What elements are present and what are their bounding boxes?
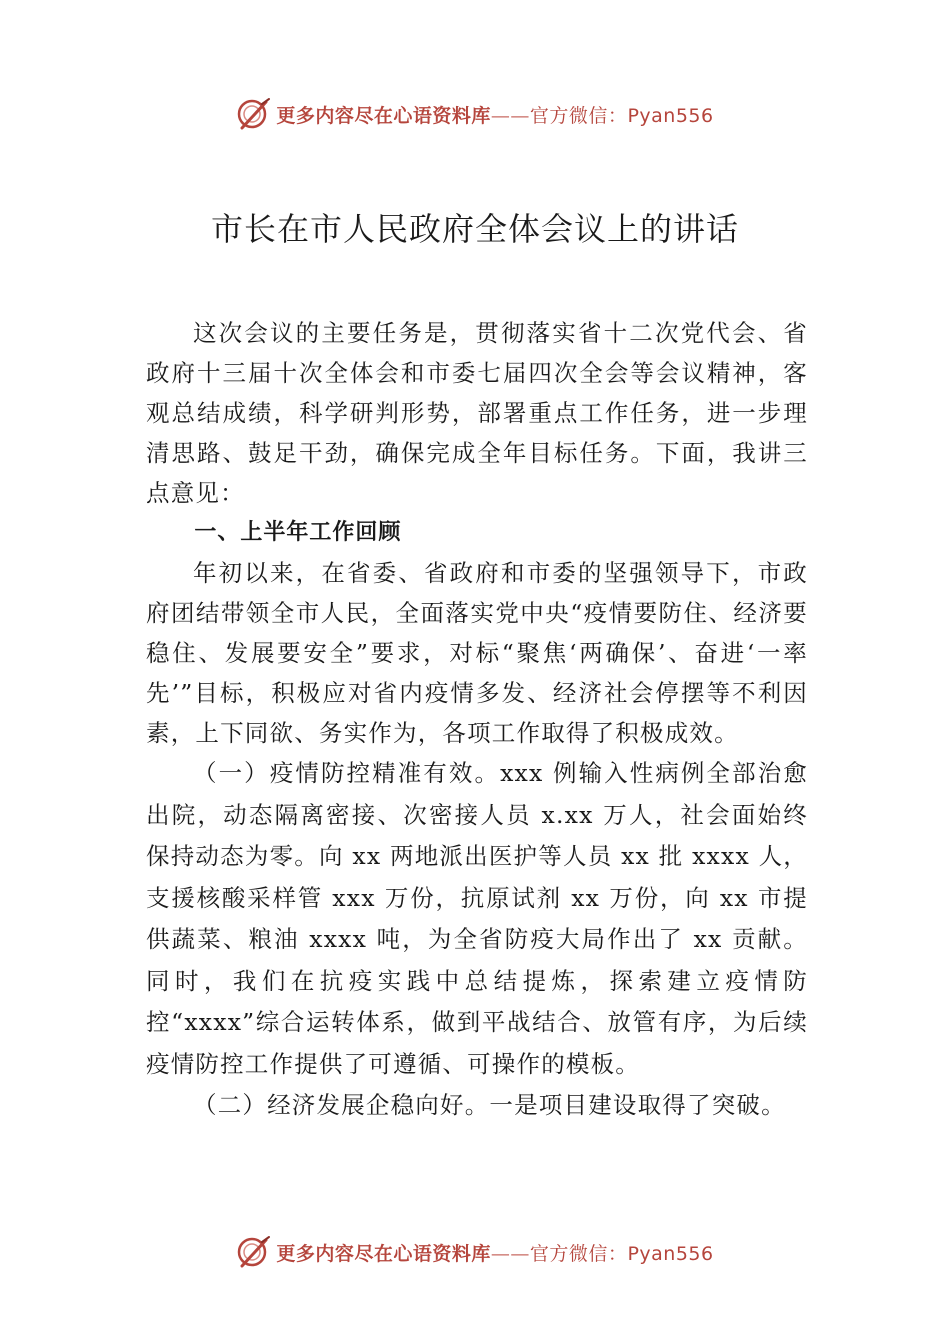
- watermark-text: [276, 101, 713, 128]
- watermark-banner-top: [0, 92, 950, 136]
- watermark-brand: 更多内容尽在心语资料库: [276, 104, 491, 127]
- watermark-separator: ——: [490, 104, 530, 127]
- watermark-brand: 更多内容尽在心语资料库: [276, 1242, 491, 1265]
- watermark-text: [276, 1239, 713, 1266]
- document-body: [146, 313, 808, 1127]
- watermark-label: 官方微信：: [529, 104, 628, 127]
- watermark-separator: ——: [490, 1242, 530, 1265]
- pen-seal-logo-icon: [236, 96, 272, 132]
- item2-paragraph: （二）经济发展企稳向好。一是项目建设取得了突破。: [193, 1091, 786, 1119]
- intro-paragraph: 这次会议的主要任务是，贯彻落实省十二次党代会、省政府十三届十次全体会和市委七届四次全会等会议精神，客观总结成绩，科学研判形势，部署重点工作任务，进一步理清思路、鼓足干劲，确保完成全年目标任务。下面，我讲三点意见：: [146, 319, 808, 507]
- item1-paragraph: （一）疫情防控精准有效。xxx 例输入性病例全部治愈出院，动态隔离密接、次密接人员 x.xx 万人，社会面始终保持动态为零。向 xx 两地派出医护等人员 xx 批 xxxx 人，支援核酸采样管 xxx 万份，抗原试剂 xx 万份，向 xx 市提供蔬菜、粮油 xxxx 吨，为全省防疫大局作出了 xx 贡献。同时，我们在抗疫实践中总结提炼，探索建立疫情防控“xxxx”综合运转体系，做到平战结合、放管有序，为后续疫情防控工作提供了可遵循、可操作的模板。: [146, 759, 808, 1078]
- section-heading-1: 一、上半年工作回顾: [194, 520, 402, 545]
- watermark-wechat-id: Pyan556: [627, 104, 714, 127]
- watermark-wechat-id: Pyan556: [627, 1242, 714, 1265]
- watermark-banner-bottom: [0, 1230, 950, 1274]
- watermark-label: 官方微信：: [529, 1242, 628, 1265]
- document-title: 市长在市人民政府全体会议上的讲话: [210, 210, 739, 248]
- pen-seal-logo-icon: [236, 1234, 272, 1270]
- section1-paragraph: 年初以来，在省委、省政府和市委的坚强领导下，市政府团结带领全市人民，全面落实党中央“疫情要防住、经济要稳住、发展要安全”要求，对标“聚焦‘两确保’、奋进‘一率先’”目标，积极应对省内疫情多发、经济社会停摆等不利因素，上下同欲、务实作为，各项工作取得了积极成效。: [146, 559, 808, 747]
